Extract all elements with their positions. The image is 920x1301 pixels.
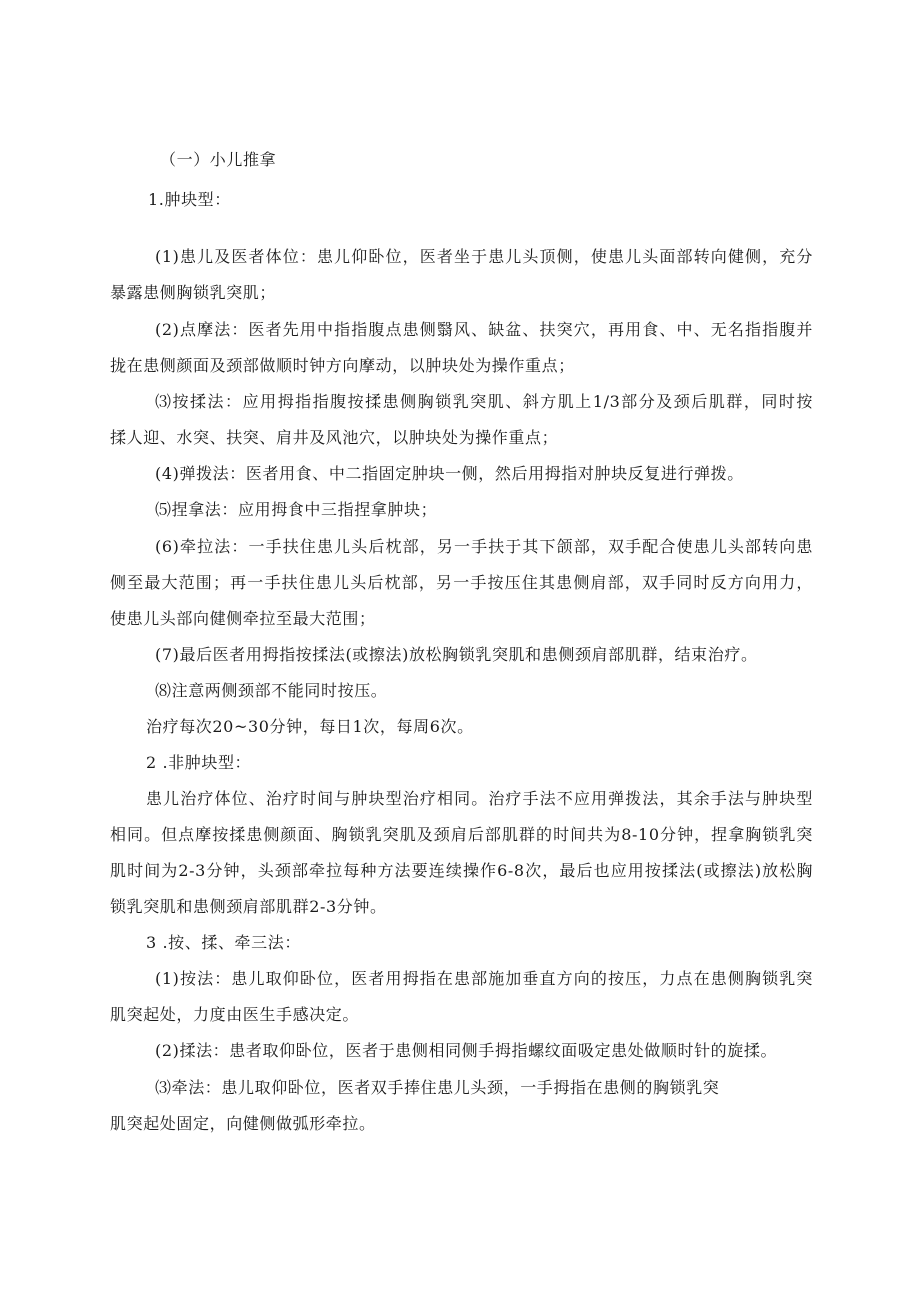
paragraph-line: ⑻注意两侧颈部不能同时按压。: [155, 681, 388, 700]
paragraph-line: (2)揉法：患者取仰卧位，医者于患侧相同侧手拇指螺纹面吸定患处做顺时针的旋揉。: [155, 1041, 778, 1060]
paragraph-line: 锁乳突肌和患侧颈肩部肌群2-3分钟。: [110, 897, 387, 916]
paragraph-line: 肌突起处固定，向健侧做弧形牵拉。: [110, 1114, 376, 1133]
paragraph-line: ⑸捏拿法：应用拇食中三指捏拿肿块；: [155, 500, 438, 519]
paragraph-line: 肌突起处，力度由医生手感决定。: [110, 1005, 360, 1024]
paragraph-line: 侧至最大范围；再一手扶住患儿头后枕部，另一手按压住其患侧肩部，双手同时反方向用力，: [110, 573, 813, 592]
paragraph-line: 患儿治疗体位、治疗时间与肿块型治疗相同。治疗手法不应用弹拨法，其余手法与肿块型: [146, 789, 813, 808]
paragraph-line: (1)按法：患儿取仰卧位，医者用拇指在患部施加垂直方向的按压，力点在患侧胸锁乳突: [155, 969, 813, 988]
paragraph-line: ⑶牵法：患儿取仰卧位，医者双手捧住患儿头颈，一手拇指在患侧的胸锁乳突: [155, 1078, 720, 1097]
paragraph-line: 拢在患侧颜面及颈部做顺时钟方向摩动，以肿块处为操作重点；: [110, 356, 575, 375]
paragraph-line: 使患儿头部向健侧牵拉至最大范围；: [110, 609, 376, 628]
paragraph-line: ⑶按揉法：应用拇指指腹按揉患侧胸锁乳突肌、斜方肌上1/3部分及颈后肌群，同时按: [155, 392, 813, 411]
section-heading: （一）小儿推拿: [160, 150, 277, 169]
paragraph-line: 相同。但点摩按揉患侧颜面、胸锁乳突肌及颈肩后部肌群的时间共为8-10分钟，捏拿胸锁乳突: [110, 825, 813, 844]
paragraph-line: 肌时间为2-3分钟，头颈部牵拉每种方法要连续操作6-8次，最后也应用按揉法(或擦法)放松胸: [110, 861, 813, 880]
paragraph-line: (4)弹拨法：医者用食、中二指固定肿块一侧，然后用拇指对肿块反复进行弹拨。: [155, 464, 744, 483]
paragraph-line: 揉人迎、水突、扶突、肩井及风池穴，以肿块处为操作重点；: [110, 428, 559, 447]
paragraph-line: (7)最后医者用拇指按揉法(或擦法)放松胸锁乳突肌和患侧颈肩部肌群，结束治疗。: [155, 645, 758, 664]
paragraph-line: (2)点摩法：医者先用中指指腹点患侧翳风、缺盆、扶突穴，再用食、中、无名指指腹并: [155, 320, 813, 339]
paragraph-line: 治疗每次20~30分钟，每日1次，每周6次。: [146, 717, 474, 736]
heading-three-methods: 3 .按、揉、牵三法：: [146, 933, 301, 952]
paragraph-line: (1)患儿及医者体位：患儿仰卧位，医者坐于患儿头顶侧，使患儿头面部转向健侧，充分: [155, 247, 813, 266]
paragraph-line: (6)牵拉法：一手扶住患儿头后枕部，另一手扶于其下颌部，双手配合使患儿头部转向患: [155, 537, 813, 556]
heading-non-mass-type: 2 .非肿块型：: [146, 753, 252, 772]
heading-mass-type: 1.肿块型：: [148, 190, 231, 209]
paragraph-line: 暴露患侧胸锁乳突肌；: [110, 283, 277, 302]
